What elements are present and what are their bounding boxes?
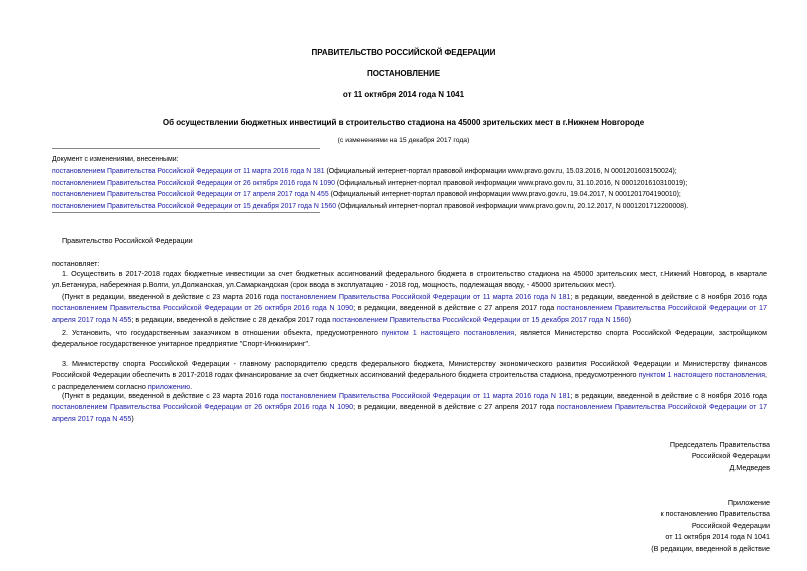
change-source: (Официальный интернет-портал правовой информации www.pravo.gov.ru, 20.12.2017, N 0001201712200008). (336, 203, 689, 211)
document-title: Об осуществлении бюджетных инвестиций в строительство стадиона на 45000 зрительских мест в г.Нижнем Новгороде (162, 118, 645, 127)
appendix-block (600, 497, 770, 554)
divider-top (52, 148, 320, 149)
appendix-ref: к постановлению Правительства (660, 509, 770, 519)
amendment-link[interactable]: постановлением Правительства Российской Федерации от 17 апреля 2017 года N 455 (52, 402, 768, 423)
appendix-country: Российской Федерации (691, 520, 770, 530)
document-date: от 11 октября 2014 года N 1041 (342, 90, 465, 99)
signature-name: Д.Медведев (729, 462, 770, 472)
signature-block (600, 439, 770, 473)
appendix-link[interactable]: приложению (147, 381, 191, 391)
appendix-date: от 11 октября 2014 года N 1041 (665, 532, 770, 542)
change-item (52, 189, 772, 201)
change-source: (Официальный интернет-портал правовой информации www.pravo.gov.ru, 15.03.2016, N 0001201603150024); (324, 167, 677, 175)
change-item (52, 178, 772, 190)
changes-intro: Документ с изменениями, внесенными: (52, 156, 179, 163)
point-1-link[interactable]: пунктом 1 настоящего постановления (638, 370, 765, 380)
amendment-link[interactable]: постановлением Правительства Российской Федерации от 11 марта 2016 года N 181 (280, 391, 571, 400)
appendix-note: (В редакции, введенной в действие (651, 543, 770, 553)
change-link[interactable]: постановлением Правительства Российской Федерации от 15 декабря 2017 года N 1560 (52, 203, 337, 211)
changes-block (52, 154, 772, 213)
government-heading: ПРАВИТЕЛЬСТВО РОССИЙСКОЙ ФЕДЕРАЦИИ (311, 48, 496, 57)
change-link[interactable]: постановлением Правительства Российской Федерации от 11 марта 2016 года N 181 (52, 167, 325, 175)
paragraph-1: 1. Осуществить в 2017-2018 годах бюджетные инвестиции за счет бюджетных ассигнований федерального бюджета в строительство стадиона на 45000 зрительских мест, г.Нижний Новгород, в квартале ул.Бетанкура, набережная р.Волги, ул.Должанская, ул.Самаркандская (срок ввода в эксплуатацию - 2018 год, мощность, подлежащая вводу, - 45000 зрительских мест). (52, 269, 767, 290)
change-source: (Официальный интернет-портал правовой информации www.pravo.gov.ru, 19.04.2017, N 0001201704190010); (328, 191, 681, 199)
note-paragraph-1: (Пункт в редакции, введенной в действие с 23 марта 2016 года постановлением Правительства Российской Федерации от 11 марта 2016 года N 181; в редакции, введенной в действие с 8 ноября 2016 года постановлением Правительства Российской Федерации от 26 октября 2016 года N 1090; в редакции, введенной в действие с 27 апреля 2017 года постановлением Правительства Российской Федерации от 17 апреля 2017 года N 455; в редакции, введенной в действие с 28 декабря 2017 года постановлением Правительства Российской Федерации от 15 декабря 2017 года N 1560) (52, 292, 768, 324)
resolves-line: постановляет: (52, 259, 100, 268)
note-paragraph-3: (Пункт в редакции, введенной в действие с 23 марта 2016 года постановлением Правительства Российской Федерации от 11 марта 2016 года N 181; в редакции, введенной в действие с 8 ноября 2016 года постановлением Правительства Российской Федерации от 26 октября 2016 года N 1090; в редакции, введенной в действие с 27 апреля 2017 года постановлением Правительства Российской Федерации от 17 апреля 2017 года N 455) (52, 391, 768, 423)
amendment-note: (с изменениями на 15 декабря 2017 года) (337, 137, 470, 144)
change-item (52, 166, 772, 178)
change-source: (Официальный интернет-портал правовой информации www.pravo.gov.ru, 31.10.2016, N 0001201610310019); (335, 179, 688, 187)
change-link[interactable]: постановлением Правительства Российской Федерации от 26 октября 2016 года N 1090 (52, 179, 336, 187)
government-line: Правительство Российской Федерации (62, 236, 193, 245)
appendix-title: Приложение (727, 498, 770, 507)
amendment-link[interactable]: постановлением Правительства Российской Федерации от 15 декабря 2017 года N 1560 (332, 314, 629, 324)
change-link[interactable]: постановлением Правительства Российской Федерации от 17 апреля 2017 года N 455 (52, 191, 329, 199)
amendment-link[interactable]: постановлением Правительства Российской Федерации от 26 октября 2016 года N 1090 (52, 303, 354, 313)
signature-position: Председатель Правительства (669, 440, 770, 449)
point-1-link[interactable]: пунктом 1 настоящего постановления (381, 328, 515, 337)
signature-country: Российской Федерации (691, 451, 770, 461)
amendment-link[interactable]: постановлением Правительства Российской Федерации от 26 октября 2016 года N 1090 (52, 402, 354, 412)
amendment-link[interactable]: постановлением Правительства Российской Федерации от 11 марта 2016 года N 181 (280, 292, 571, 301)
amendment-link[interactable]: постановлением Правительства Российской Федерации от 17 апреля 2017 года N 455 (52, 303, 768, 324)
divider-bottom (52, 212, 320, 213)
paragraph-3: 3. Министерству спорта Российской Федерации - главному распорядителю средств федерального бюджета, Министерству экономического развития Российской Федерации и Министерству финансов Российской Федерации обеспечить в 2017-2018 годах финансирование за счет бюджетных ассигнований федерального бюджета строительства стадиона, предусмотренного пунктом 1 настоящего постановления, с распределением согласно приложению. (52, 359, 767, 391)
document-type: ПОСТАНОВЛЕНИЕ (366, 69, 441, 78)
paragraph-2: 2. Установить, что государственным заказчиком в отношении объекта, предусмотренного пунктом 1 настоящего постановления, является Министерство спорта Российской Федерации, застройщиком федеральное государственное унитарное предприятие "Спорт-Инжиниринг". (52, 328, 767, 349)
